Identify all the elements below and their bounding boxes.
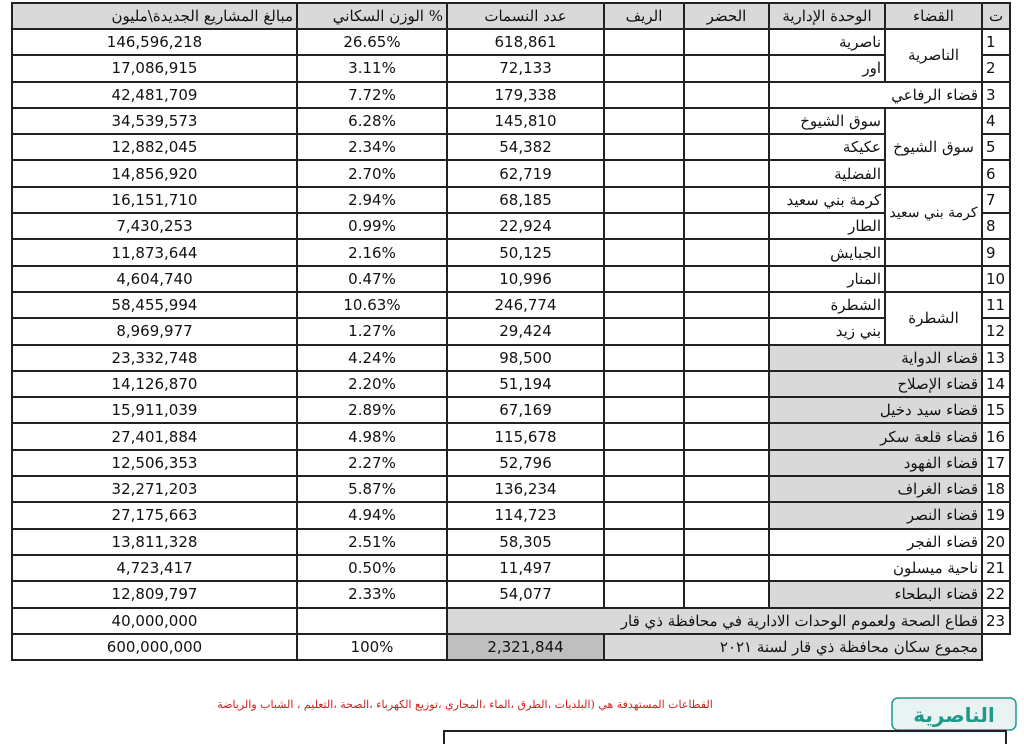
- population-cell: 68,185: [447, 187, 604, 213]
- amount-cell: 58,455,994: [12, 292, 297, 318]
- rural-cell: [604, 213, 684, 239]
- unit-cell: بني زيد: [769, 318, 885, 344]
- population-cell: 179,338: [447, 82, 604, 108]
- urban-cell: [684, 134, 769, 160]
- amount-cell: 27,401,884: [12, 423, 297, 449]
- table-row: [12, 134, 1010, 160]
- unit-cell: قضاء الإصلاح: [769, 371, 982, 397]
- amount-cell: 8,969,977: [12, 318, 297, 344]
- rural-cell: [604, 581, 684, 607]
- index-cell: 17: [982, 450, 1010, 476]
- index-cell: 18: [982, 476, 1010, 502]
- table-row: [12, 423, 1010, 449]
- urban-cell: [684, 397, 769, 423]
- table-row: [12, 371, 1010, 397]
- unit-cell: الجبايش: [769, 239, 885, 265]
- unit-cell: قضاء الدواية: [769, 345, 982, 371]
- population-cell: 10,996: [447, 266, 604, 292]
- index-cell: 4: [982, 108, 1010, 134]
- weight-cell: 2.20%: [297, 371, 447, 397]
- population-cell: 618,861: [447, 29, 604, 55]
- district-cell: [885, 239, 982, 265]
- index-cell: 11: [982, 292, 1010, 318]
- unit-cell: الطار: [769, 213, 885, 239]
- urban-cell: [684, 55, 769, 81]
- table-row: [12, 292, 1010, 318]
- table-row: [12, 581, 1010, 607]
- weight-cell: 1.27%: [297, 318, 447, 344]
- rural-cell: [604, 187, 684, 213]
- urban-cell: [684, 371, 769, 397]
- rural-cell: [604, 450, 684, 476]
- total-row: [12, 634, 1010, 660]
- urban-cell: [684, 529, 769, 555]
- index-cell: 14: [982, 371, 1010, 397]
- table-row: [12, 476, 1010, 502]
- population-cell: 145,810: [447, 108, 604, 134]
- unit-cell: ناحية ميسلون: [769, 555, 982, 581]
- weight-cell: 7.72%: [297, 82, 447, 108]
- rural-cell: [604, 423, 684, 449]
- population-cell: 29,424: [447, 318, 604, 344]
- amount-cell: 11,873,644: [12, 239, 297, 265]
- bottom-table-edge: [443, 730, 1007, 744]
- index-cell: 5: [982, 134, 1010, 160]
- rural-cell: [604, 318, 684, 344]
- index-cell: 20: [982, 529, 1010, 555]
- population-cell: 72,133: [447, 55, 604, 81]
- unit-cell: قضاء البطحاء: [769, 581, 982, 607]
- rural-cell: [604, 371, 684, 397]
- weight-cell: 2.89%: [297, 397, 447, 423]
- unit-cell: قضاء سيد دخيل: [769, 397, 982, 423]
- index-cell: 13: [982, 345, 1010, 371]
- amount-cell: 12,809,797: [12, 581, 297, 607]
- amount-cell: 146,596,218: [12, 29, 297, 55]
- unit-cell: قضاء الفجر: [769, 529, 982, 555]
- urban-cell: [684, 423, 769, 449]
- header-population: عدد النسمات: [447, 3, 604, 29]
- urban-cell: [684, 213, 769, 239]
- amount-cell: 12,506,353: [12, 450, 297, 476]
- table-row: [12, 450, 1010, 476]
- weight-cell: 2.33%: [297, 581, 447, 607]
- urban-cell: [684, 266, 769, 292]
- header-weight: الوزن السكاني %: [297, 3, 447, 29]
- amount-cell: 17,086,915: [12, 55, 297, 81]
- district-cell: الناصرية: [885, 29, 982, 82]
- rural-cell: [604, 82, 684, 108]
- rural-cell: [604, 134, 684, 160]
- population-cell: 58,305: [447, 529, 604, 555]
- urban-cell: [684, 239, 769, 265]
- index-cell: 8: [982, 213, 1010, 239]
- table-row: [12, 555, 1010, 581]
- weight-cell: 2.94%: [297, 187, 447, 213]
- urban-cell: [684, 29, 769, 55]
- amount-cell: 27,175,663: [12, 502, 297, 528]
- index-cell: 23: [982, 608, 1010, 634]
- total-weight-cell: 100%: [297, 634, 447, 660]
- unit-cell: قضاء الغراف: [769, 476, 982, 502]
- weight-cell: 2.27%: [297, 450, 447, 476]
- index-cell: 7: [982, 187, 1010, 213]
- rural-cell: [604, 397, 684, 423]
- rural-cell: [604, 160, 684, 186]
- unit-cell: كرمة بني سعيد: [769, 187, 885, 213]
- index-cell: 15: [982, 397, 1010, 423]
- table-row: [12, 318, 1010, 344]
- index-cell: 2: [982, 55, 1010, 81]
- index-cell: 3: [982, 82, 1010, 108]
- index-cell: 9: [982, 239, 1010, 265]
- sectors-footnote: القطاعات المستهدفة هي (البلديات ،الطرق ،الماء ،المجاري ،توزيع الكهرباء ،الصحة ،التعليم ، الشباب والرياضة: [217, 698, 713, 711]
- index-cell: 10: [982, 266, 1010, 292]
- table-row: [12, 239, 1010, 265]
- population-cell: 50,125: [447, 239, 604, 265]
- table-row: [12, 82, 1010, 108]
- rural-cell: [604, 29, 684, 55]
- urban-cell: [684, 450, 769, 476]
- population-cell: 115,678: [447, 423, 604, 449]
- weight-cell: 2.51%: [297, 529, 447, 555]
- amount-cell: 16,151,710: [12, 187, 297, 213]
- health-row: [12, 608, 1010, 634]
- rural-cell: [604, 292, 684, 318]
- index-cell: 19: [982, 502, 1010, 528]
- weight-cell: 4.24%: [297, 345, 447, 371]
- weight-cell: 4.98%: [297, 423, 447, 449]
- unit-cell: عكيكة: [769, 134, 885, 160]
- urban-cell: [684, 345, 769, 371]
- weight-cell: 4.94%: [297, 502, 447, 528]
- header-amount: مبالغ المشاريع الجديدة\مليون: [12, 3, 297, 29]
- urban-cell: [684, 160, 769, 186]
- rural-cell: [604, 502, 684, 528]
- unit-cell: المنار: [769, 266, 885, 292]
- total-amount-cell: 600,000,000: [12, 634, 297, 660]
- table-row: [12, 108, 1010, 134]
- unit-cell: ناصرية: [769, 29, 885, 55]
- urban-cell: [684, 187, 769, 213]
- unit-cell: قضاء النصر: [769, 502, 982, 528]
- urban-cell: [684, 581, 769, 607]
- table-row: [12, 55, 1010, 81]
- unit-cell: الشطرة: [769, 292, 885, 318]
- amount-cell: 32,271,203: [12, 476, 297, 502]
- population-cell: 54,077: [447, 581, 604, 607]
- index-cell: 12: [982, 318, 1010, 344]
- population-cell: 11,497: [447, 555, 604, 581]
- rural-cell: [604, 108, 684, 134]
- amount-cell: 4,723,417: [12, 555, 297, 581]
- table-row: [12, 529, 1010, 555]
- index-cell: 6: [982, 160, 1010, 186]
- amount-cell: 7,430,253: [12, 213, 297, 239]
- weight-cell: 10.63%: [297, 292, 447, 318]
- weight-cell: 2.34%: [297, 134, 447, 160]
- weight-cell: 6.28%: [297, 108, 447, 134]
- header-index: ت: [982, 3, 1010, 29]
- urban-cell: [684, 292, 769, 318]
- header-district: القضاء: [885, 3, 982, 29]
- rural-cell: [604, 239, 684, 265]
- unit-cell: قضاء قلعة سكر: [769, 423, 982, 449]
- amount-cell: 23,332,748: [12, 345, 297, 371]
- amount-cell: 14,126,870: [12, 371, 297, 397]
- weight-cell: 0.99%: [297, 213, 447, 239]
- unit-cell: الفضلية: [769, 160, 885, 186]
- index-cell: 16: [982, 423, 1010, 449]
- table-row: [12, 187, 1010, 213]
- weight-cell: 0.50%: [297, 555, 447, 581]
- table-row: [12, 160, 1010, 186]
- unit-cell: قضاء الفهود: [769, 450, 982, 476]
- header-admin-unit: الوحدة الإدارية: [769, 3, 885, 29]
- health-label-cell: قطاع الصحة ولعموم الوحدات الادارية في محافظة ذي قار: [447, 608, 982, 634]
- index-cell: 22: [982, 581, 1010, 607]
- district-cell: الشطرة: [885, 292, 982, 345]
- table-row: [12, 213, 1010, 239]
- logo-text: الناصرية: [913, 703, 995, 727]
- population-cell: 67,169: [447, 397, 604, 423]
- district-cell: [885, 266, 982, 292]
- health-amount-cell: 40,000,000: [12, 608, 297, 634]
- weight-cell: 2.70%: [297, 160, 447, 186]
- table-row: [12, 397, 1010, 423]
- unit-cell: اور: [769, 55, 885, 81]
- unit-cell: سوق الشيوخ: [769, 108, 885, 134]
- amount-cell: 34,539,573: [12, 108, 297, 134]
- urban-cell: [684, 476, 769, 502]
- urban-cell: [684, 502, 769, 528]
- amount-cell: 42,481,709: [12, 82, 297, 108]
- urban-cell: [684, 108, 769, 134]
- header-rural: الريف: [604, 3, 684, 29]
- weight-cell: 26.65%: [297, 29, 447, 55]
- population-cell: 62,719: [447, 160, 604, 186]
- amount-cell: 4,604,740: [12, 266, 297, 292]
- population-cell: 246,774: [447, 292, 604, 318]
- header-urban: الحضر: [684, 3, 769, 29]
- population-cell: 114,723: [447, 502, 604, 528]
- table-row: [12, 266, 1010, 292]
- weight-cell: 0.47%: [297, 266, 447, 292]
- population-cell: 98,500: [447, 345, 604, 371]
- rural-cell: [604, 266, 684, 292]
- urban-cell: [684, 555, 769, 581]
- health-weight-cell: [297, 608, 447, 634]
- rural-cell: [604, 555, 684, 581]
- population-cell: 51,194: [447, 371, 604, 397]
- amount-cell: 13,811,328: [12, 529, 297, 555]
- weight-cell: 5.87%: [297, 476, 447, 502]
- table-row: [12, 29, 1010, 55]
- unit-cell: قضاء الرفاعي: [769, 82, 982, 108]
- population-cell: 52,796: [447, 450, 604, 476]
- rural-cell: [604, 345, 684, 371]
- district-cell: كرمة بني سعيد: [885, 187, 982, 240]
- projects-table: [11, 2, 1011, 661]
- population-cell: 22,924: [447, 213, 604, 239]
- rural-cell: [604, 476, 684, 502]
- urban-cell: [684, 318, 769, 344]
- table-row: [12, 502, 1010, 528]
- amount-cell: 14,856,920: [12, 160, 297, 186]
- empty-cell: [982, 634, 1010, 660]
- table-row: [12, 345, 1010, 371]
- rural-cell: [604, 55, 684, 81]
- total-population-cell: 2,321,844: [447, 634, 604, 660]
- population-cell: 136,234: [447, 476, 604, 502]
- population-cell: 54,382: [447, 134, 604, 160]
- rural-cell: [604, 529, 684, 555]
- amount-cell: 12,882,045: [12, 134, 297, 160]
- header-row: [12, 3, 1010, 29]
- weight-cell: 2.16%: [297, 239, 447, 265]
- index-cell: 1: [982, 29, 1010, 55]
- district-cell: سوق الشيوخ: [885, 108, 982, 187]
- weight-cell: 3.11%: [297, 55, 447, 81]
- index-cell: 21: [982, 555, 1010, 581]
- total-label-cell: مجموع سكان محافظة ذي قار لسنة ٢٠٢١: [604, 634, 982, 660]
- amount-cell: 15,911,039: [12, 397, 297, 423]
- urban-cell: [684, 82, 769, 108]
